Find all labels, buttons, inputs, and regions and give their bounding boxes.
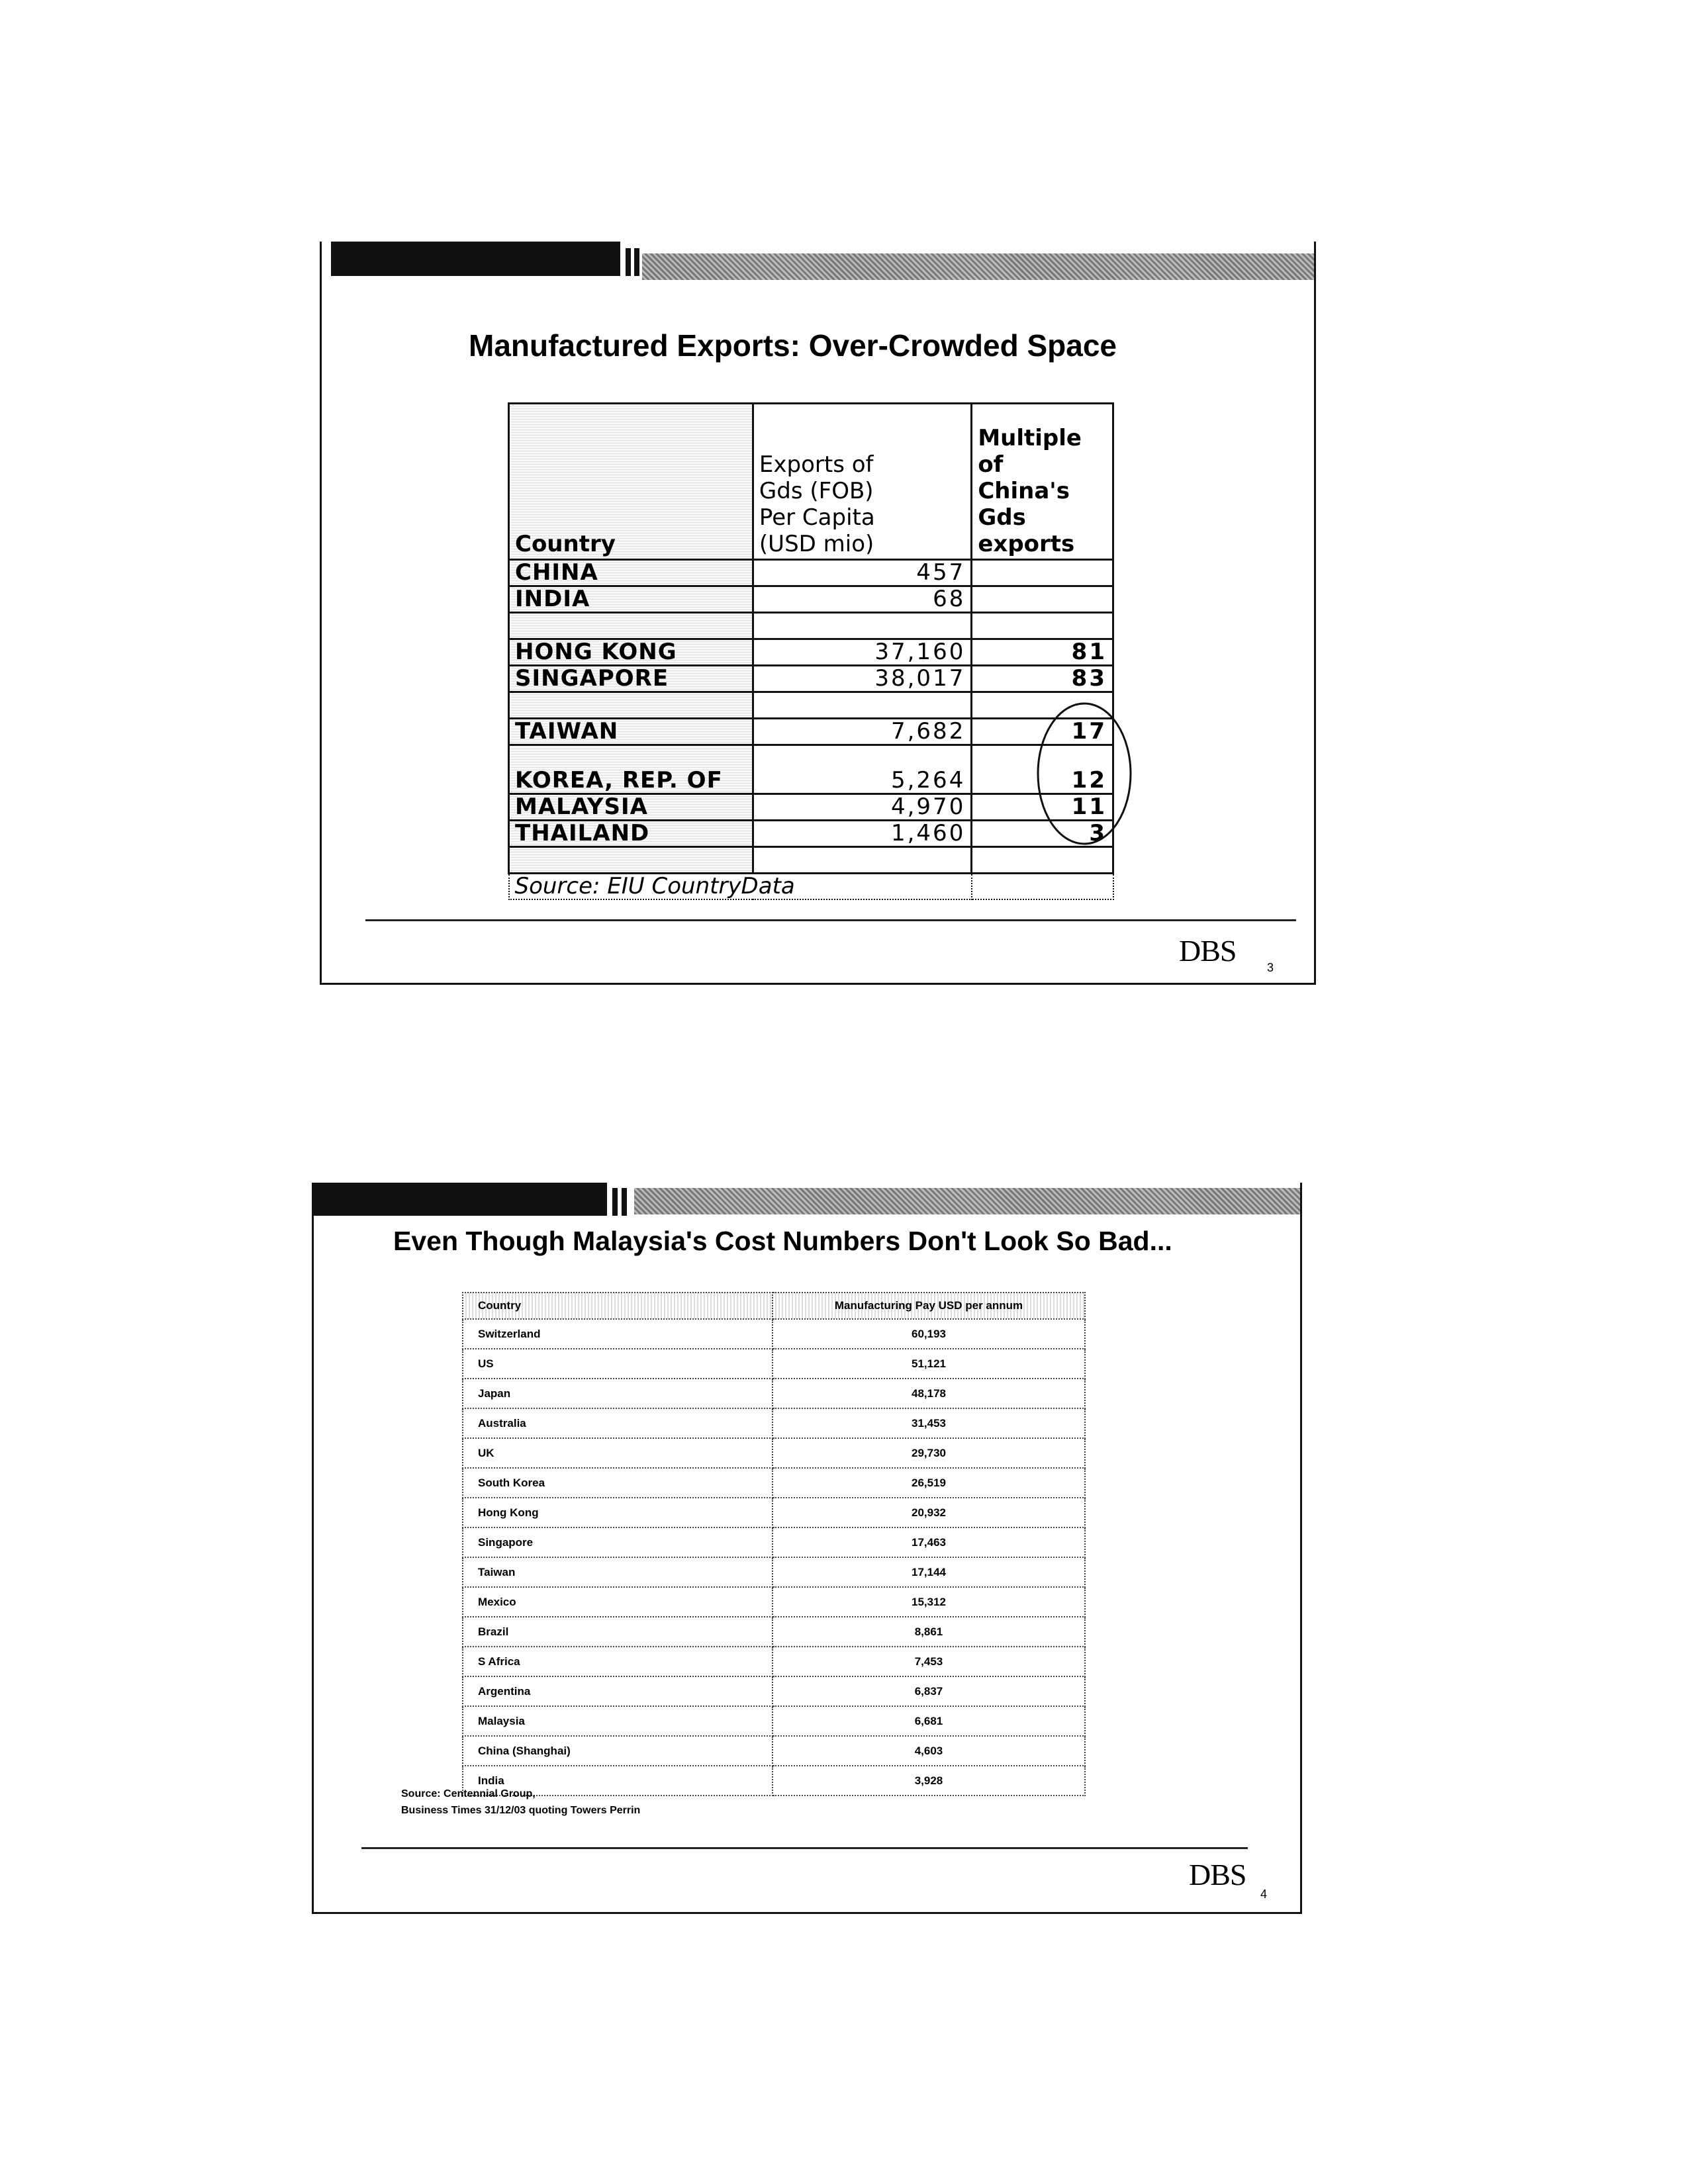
slide-3-divider	[365, 919, 1296, 921]
cell-country: Australia	[463, 1408, 773, 1438]
table-row	[509, 745, 1113, 794]
table-row	[509, 847, 1113, 874]
cell-pay: 4,603	[773, 1736, 1085, 1766]
source-note: Source: EIU CountryData	[509, 874, 972, 900]
cell-country: Argentina	[463, 1676, 773, 1706]
cell-country: US	[463, 1349, 773, 1379]
cell-country	[509, 613, 753, 639]
cell-pay: 31,453	[773, 1408, 1085, 1438]
table-row	[463, 1379, 1085, 1408]
header-exports	[753, 404, 971, 560]
cell-exports: 7,682	[753, 719, 971, 745]
cell-exports: 38,017	[753, 666, 971, 692]
table-row	[463, 1349, 1085, 1379]
cell-country: THAILAND	[509, 821, 753, 847]
cell-country: MALAYSIA	[509, 794, 753, 821]
cell-country: Japan	[463, 1379, 773, 1408]
header-mark	[612, 1188, 618, 1216]
cell-country: Hong Kong	[463, 1498, 773, 1527]
page-number: 4	[1260, 1888, 1268, 1901]
cell-multiple	[972, 586, 1113, 613]
table-row	[509, 613, 1113, 639]
manufacturing-pay-table	[462, 1292, 1086, 1796]
cell-pay: 60,193	[773, 1319, 1085, 1349]
cell-exports: 4,970	[753, 794, 971, 821]
cell-multiple: 81	[972, 639, 1113, 666]
cell-pay: 7,453	[773, 1647, 1085, 1676]
header-line: exports	[978, 531, 1075, 557]
cell-country: UK	[463, 1438, 773, 1468]
cell-pay: 51,121	[773, 1349, 1085, 1379]
cell-multiple: 12	[972, 745, 1113, 794]
table-row	[463, 1408, 1085, 1438]
cell-country: Mexico	[463, 1587, 773, 1617]
table-row	[509, 639, 1113, 666]
table-row	[509, 666, 1113, 692]
cell-exports: 5,264	[753, 745, 971, 794]
cell-pay: 20,932	[773, 1498, 1085, 1527]
cell-exports	[753, 847, 971, 874]
cell-country: Malaysia	[463, 1706, 773, 1736]
table-row	[463, 1319, 1085, 1349]
cell-country	[509, 847, 753, 874]
cell-multiple: 3	[972, 821, 1113, 847]
cell-pay: 29,730	[773, 1438, 1085, 1468]
table-row	[463, 1557, 1085, 1587]
cell-pay: 3,928	[773, 1766, 1085, 1796]
header-line: Per Capita	[759, 504, 875, 531]
table-row	[509, 692, 1113, 719]
cell-country: Singapore	[463, 1527, 773, 1557]
slide-4-header-bar	[312, 1183, 607, 1216]
cell-multiple	[972, 560, 1113, 586]
header-line: China's	[978, 478, 1070, 504]
cell-exports: 37,160	[753, 639, 971, 666]
cell-exports: 68	[753, 586, 971, 613]
cell-country: South Korea	[463, 1468, 773, 1498]
cell-country: Brazil	[463, 1617, 773, 1647]
page-number: 3	[1267, 961, 1274, 974]
cell-country	[509, 692, 753, 719]
cell-exports	[753, 613, 971, 639]
cell-pay: 48,178	[773, 1379, 1085, 1408]
table-row	[463, 1766, 1085, 1796]
cell-pay: 17,463	[773, 1527, 1085, 1557]
cell-pay: 26,519	[773, 1468, 1085, 1498]
slide-3-header-bar	[331, 242, 620, 276]
table-row	[463, 1468, 1085, 1498]
header-mark	[622, 1188, 627, 1216]
cell-country: INDIA	[509, 586, 753, 613]
cell-multiple: 17	[972, 719, 1113, 745]
table-row	[509, 794, 1113, 821]
table-header-row	[509, 404, 1113, 560]
dbs-logo: DBS	[1179, 934, 1237, 968]
source-note: Business Times 31/12/03 quoting Towers Perrin	[401, 1805, 641, 1816]
table-row	[509, 719, 1113, 745]
header-line: Multiple	[978, 425, 1082, 451]
table-header-row	[463, 1293, 1085, 1319]
table-row	[463, 1617, 1085, 1647]
table-row	[463, 1527, 1085, 1557]
header-line: (USD mio)	[759, 531, 874, 557]
header-mark	[626, 248, 631, 276]
cell-country: Taiwan	[463, 1557, 773, 1587]
table-cell	[972, 874, 1113, 900]
source-row	[509, 874, 1113, 900]
cell-multiple	[972, 613, 1113, 639]
highlight-circle	[1033, 698, 1139, 850]
cell-multiple: 83	[972, 666, 1113, 692]
cell-country: HONG KONG	[509, 639, 753, 666]
header-mark	[634, 248, 639, 276]
cell-country: Switzerland	[463, 1319, 773, 1349]
cell-pay: 8,861	[773, 1617, 1085, 1647]
table-row	[463, 1706, 1085, 1736]
cell-country: SINGAPORE	[509, 666, 753, 692]
slide-4-title: Even Though Malaysia's Cost Numbers Don't Look So Bad...	[393, 1226, 1172, 1256]
header-pay: Manufacturing Pay USD per annum	[773, 1293, 1085, 1319]
dbs-logo: DBS	[1189, 1858, 1246, 1891]
cell-country: S Africa	[463, 1647, 773, 1676]
table-row	[509, 560, 1113, 586]
table-row	[463, 1587, 1085, 1617]
cell-country: China (Shanghai)	[463, 1736, 773, 1766]
cell-pay: 6,837	[773, 1676, 1085, 1706]
cell-pay: 6,681	[773, 1706, 1085, 1736]
slide-3-header-pattern	[642, 253, 1314, 280]
cell-multiple	[972, 847, 1113, 874]
table-row	[463, 1647, 1085, 1676]
cell-exports: 1,460	[753, 821, 971, 847]
table-row	[509, 586, 1113, 613]
cell-pay: 17,144	[773, 1557, 1085, 1587]
table-row	[463, 1498, 1085, 1527]
header-line: Gds (FOB)	[759, 478, 874, 504]
exports-table	[508, 402, 1114, 900]
header-line: of	[978, 451, 1004, 478]
table-row	[509, 821, 1113, 847]
slide-3-title: Manufactured Exports: Over-Crowded Space	[469, 328, 1117, 363]
cell-pay: 15,312	[773, 1587, 1085, 1617]
header-multiple	[972, 404, 1113, 560]
header-country: Country	[509, 404, 753, 560]
cell-country: KOREA, REP. OF	[509, 745, 753, 794]
header-line: Exports of	[759, 451, 874, 478]
cell-country: TAIWAN	[509, 719, 753, 745]
source-note: Source: Centennial Group,	[401, 1788, 536, 1799]
cell-multiple: 11	[972, 794, 1113, 821]
table-row	[463, 1438, 1085, 1468]
cell-exports: 457	[753, 560, 971, 586]
cell-exports	[753, 692, 971, 719]
cell-country: India	[463, 1766, 773, 1796]
header-country: Country	[463, 1293, 773, 1319]
slide-4-header-pattern	[634, 1188, 1300, 1214]
slide-4-divider	[361, 1847, 1248, 1849]
table-row	[463, 1736, 1085, 1766]
cell-country: CHINA	[509, 560, 753, 586]
header-line: Gds	[978, 504, 1026, 531]
table-row	[463, 1676, 1085, 1706]
